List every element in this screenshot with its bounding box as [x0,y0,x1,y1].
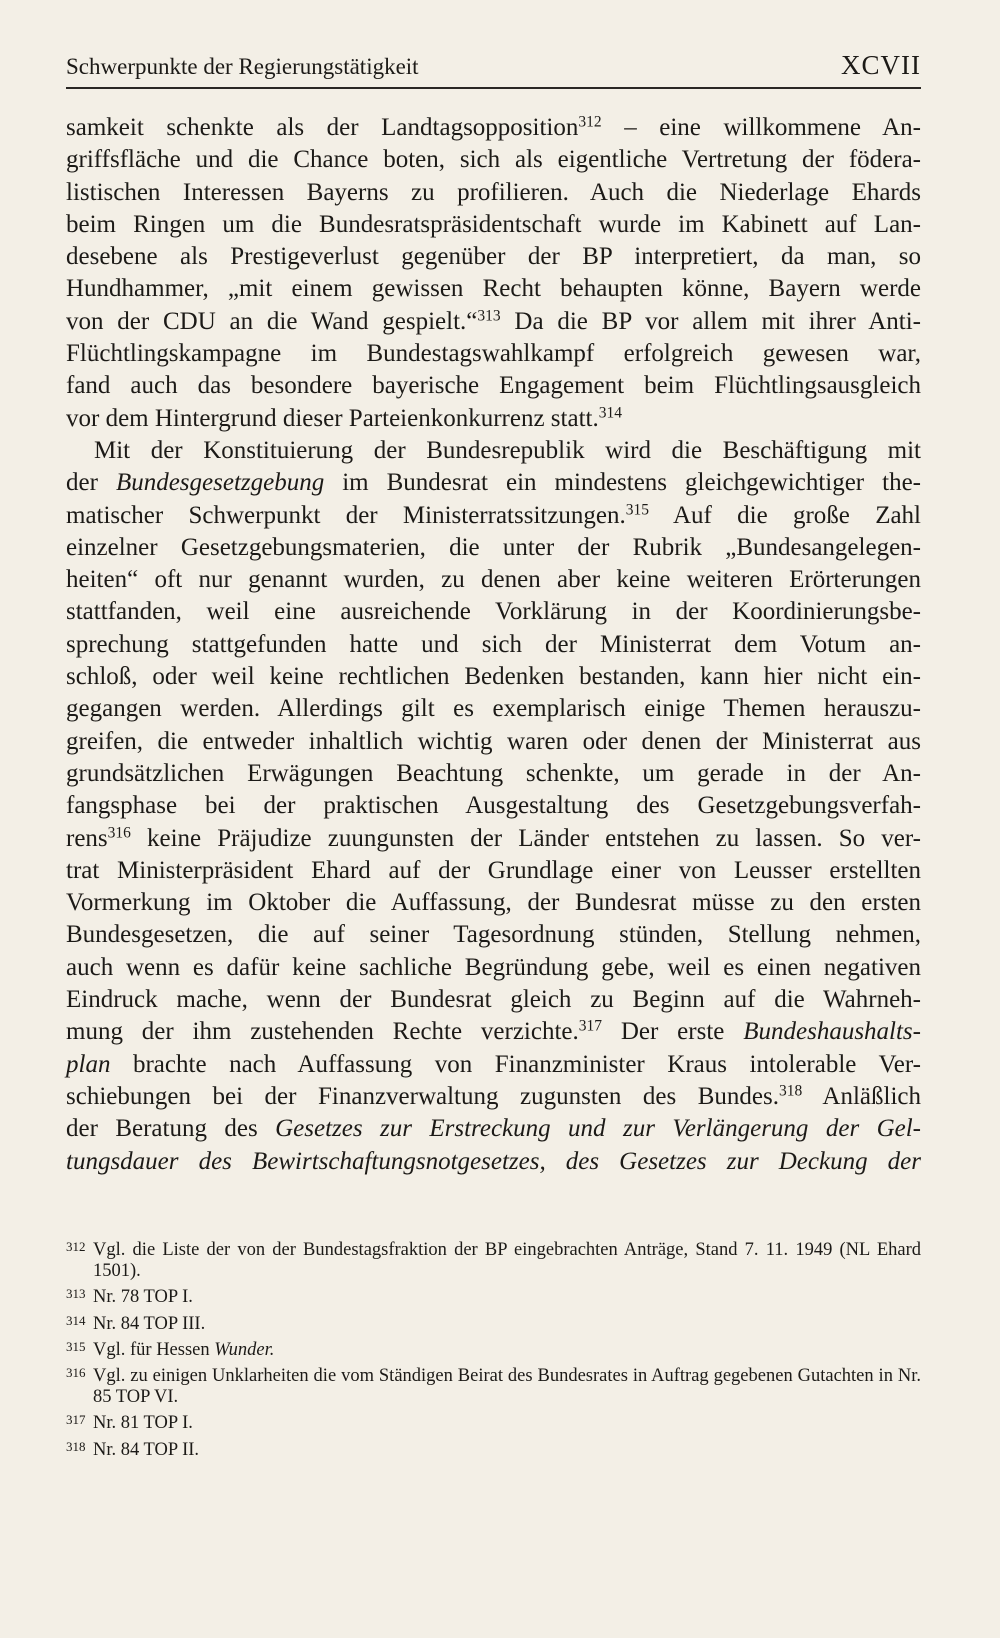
header-rule [66,87,921,89]
text-run: schloß, oder weil keine rechtlichen Bedenken bestanden, kann hier nicht ein- [66,663,921,691]
text-run: vor dem Hintergrund dieser Parteienkonkurrenz statt. [66,404,599,432]
footnote [66,1366,921,1408]
text-line [66,693,921,725]
text-line [66,823,921,855]
text-line [66,306,921,338]
text-line [66,532,921,564]
text-run: gegangen werden. Allerdings gilt es exemplarisch einige Themen herauszu- [66,695,921,723]
footnote-number: 317 [66,1412,86,1428]
text-run: Nr. 84 TOP III. [93,1313,206,1334]
text-run: fand auch das besondere bayerische Engagement beim Flüchtlingsausgleich [66,372,921,400]
text-line [66,952,921,984]
footnote [66,1287,921,1308]
footnote-reference: 314 [598,404,622,422]
footnote-number: 312 [66,1239,86,1254]
text-line [66,726,921,758]
footnote-reference: 312 [578,113,602,131]
text-line [66,564,921,596]
text-line [66,177,921,209]
text-run: Nr. 84 TOP II. [93,1439,200,1460]
text-run: mung der ihm zustehenden Rechte verzichte. [66,1018,579,1046]
italic-run: plan [66,1050,111,1078]
text-run: Bundesgesetzen, die auf seiner Tagesordnung stünden, Stellung nehmen, [66,921,921,949]
footnote-number: 316 [66,1365,86,1381]
text-run: der Beratung des [66,1115,276,1143]
italic-run: Gesetzes zur Erstreckung und zur Verlängerung der Gel- [275,1115,922,1143]
text-run: Nr. 81 TOP I. [93,1413,193,1434]
text-run: Auf die große Zahl [649,501,922,529]
italic-run: Wunder. [214,1339,275,1360]
footnote-reference: 318 [779,1082,803,1100]
text-line [66,984,921,1016]
footnote [66,1340,921,1361]
text-line [66,241,921,273]
footnote-reference: 313 [477,307,501,325]
running-title: Schwerpunkte der Regierungstätigkeit [66,54,419,79]
text-run: listischen Interessen Bayerns zu profilieren. Auch die Niederlage Ehards [66,178,921,206]
text-line [66,919,921,951]
footnote [66,1440,921,1461]
text-run: Nr. 78 TOP I. [93,1287,193,1308]
text-run: beim Ringen um die Bundesratspräsidentschaft wurde im Kabinett auf Lan- [66,210,921,238]
text-run: der [66,469,116,497]
text-line [66,790,921,822]
text-line [66,1049,921,1081]
footnote-reference: 316 [107,824,131,842]
text-line [66,1113,921,1145]
text-run: samkeit schenkte als der Landtagsopposition [66,114,579,141]
text-run: Hundhammer, „mit einem gewissen Recht behaupten könne, Bayern werde [66,275,921,303]
text-line [66,403,921,435]
text-line [66,112,921,144]
text-line [66,209,921,241]
footnote-number: 313 [66,1286,86,1302]
text-run: von der CDU an die Wand gespielt.“ [66,307,478,335]
footnote-number: 314 [66,1312,86,1328]
footnote-reference: 315 [625,501,650,519]
text-run: brachte nach Auffassung von Finanzminister Kraus intolerable Ver- [110,1050,921,1078]
page-header [66,50,921,81]
text-run: sprechung stattgefunden hatte und sich der Ministerrat dem Votum an- [66,630,921,658]
text-line [66,887,921,919]
footnote [66,1413,921,1434]
text-run: im Bundesrat ein mindestens gleichgewichtiger the- [324,469,922,497]
footnote-number: 318 [66,1438,86,1454]
text-line [66,596,921,628]
italic-run: Bundesgesetzgebung [115,469,325,497]
text-run: stattfanden, weil eine ausreichende Vorklärung in der Koordinierungsbe- [66,598,921,626]
text-run: Vgl. zu einigen Unklarheiten die vom Ständigen Beirat des Bundesrates in Auftrag gegebenen Gutachten in Nr. 85 TOP VI. [93,1366,921,1408]
text-run: auch wenn es dafür keine sachliche Begründung gebe, weil es einen negativen [66,953,921,981]
text-run: grundsätzlichen Erwägungen Beachtung schenkte, um gerade in der An- [66,759,921,787]
text-run: Mit der Konstituierung der Bundesrepublik wird die Beschäftigung mit [94,436,921,464]
text-line [66,338,921,370]
text-run: – eine willkommene An- [601,114,921,141]
text-run: Vgl. für Hessen [93,1339,215,1360]
page-number: XCVII [841,50,921,80]
text-line [66,1081,921,1113]
italic-run: tungsdauer des Bewirtschaftungsnotgesetzes, des Gesetzes zur Deckung der [66,1147,921,1175]
text-run: trat Ministerpräsident Ehard auf der Grundlage einer von Leusser erstellten [66,856,921,884]
text-line [66,629,921,661]
text-run: keine Präjudize zuungunsten der Länder entstehen zu lassen. So ver- [130,824,921,852]
text-line [66,1016,921,1048]
text-run: heiten“ oft nur genannt wurden, zu denen aber keine weiteren Erörterungen [66,566,921,594]
footnotes [66,1240,921,1466]
text-line [66,273,921,305]
text-line [66,661,921,693]
text-run: Eindruck mache, wenn der Bundesrat gleich zu Beginn auf die Wahrneh- [66,986,921,1014]
footnote-reference: 317 [578,1017,603,1035]
text-run: Vormerkung im Oktober die Auffassung, der Bundesrat müsse zu den ersten [66,889,921,917]
text-run: griffsfläche und die Chance boten, sich als eigentliche Vertretung der födera- [66,146,921,174]
footnote [66,1314,921,1335]
text-line [66,435,921,467]
text-run: matischer Schwerpunkt der Ministerratssitzungen. [66,501,626,529]
text-run: Vgl. die Liste der von der Bundestagsfraktion der BP eingebrachten Anträge, Stand 7. 11. 1949 (NL Ehard 1501). [93,1240,921,1282]
text-run: Der erste [602,1018,744,1046]
text-line [66,144,921,176]
text-run: schiebungen bei der Finanzverwaltung zugunsten des Bundes. [66,1082,780,1110]
body-text [66,112,921,1178]
text-line [66,500,921,532]
text-line [66,1146,921,1178]
italic-run: Bundeshaushalts- [743,1018,921,1046]
text-run: Flüchtlingskampagne im Bundestagswahlkampf erfolgreich gewesen war, [66,340,921,368]
text-run: rens [66,824,108,852]
footnote-number: 315 [66,1338,86,1354]
text-run: fangsphase bei der praktischen Ausgestaltung des Gesetzgebungsverfah- [66,792,921,820]
text-line [66,758,921,790]
text-run: Da die BP vor allem mit ihrer Anti- [500,307,921,335]
text-run: greifen, die entweder inhaltlich wichtig waren oder denen der Ministerrat aus [66,727,921,755]
text-line [66,855,921,887]
text-line [66,370,921,402]
text-run: Anläßlich [802,1082,921,1110]
footnote [66,1240,921,1282]
text-run: einzelner Gesetzgebungsmaterien, die unter der Rubrik „Bundesangelegen- [66,533,921,561]
text-run: desebene als Prestigeverlust gegenüber der BP interpretiert, da man, so [66,243,921,271]
text-line [66,467,921,499]
